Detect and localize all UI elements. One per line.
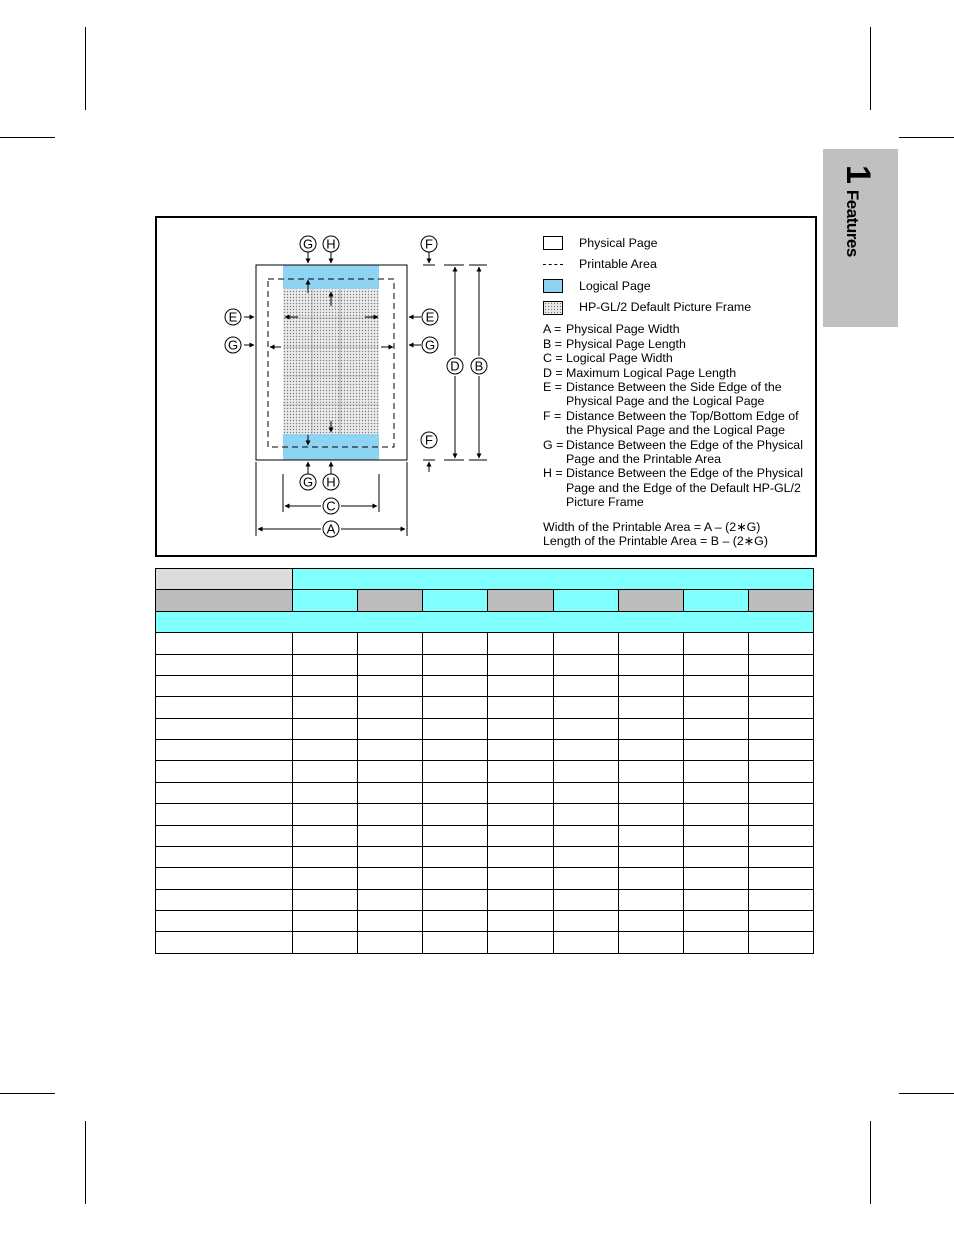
crop-mark [85,27,86,110]
table-cell [748,718,813,739]
table-cell [748,911,813,932]
table-header-cell [293,569,814,590]
definition-key: E = [543,380,562,394]
table-cell [423,761,488,782]
f-dimension [423,265,435,460]
table-cell [683,782,748,803]
table-cell [553,932,618,954]
legend-label: Printable Area [579,257,657,272]
table-cell [358,911,423,932]
table-cell [156,675,293,696]
table-row [156,846,814,867]
definition-key: B = [543,336,562,351]
table-cell [618,782,683,803]
legend-label: HP-GL/2 Default Picture Frame [579,300,752,315]
table-cell [423,889,488,910]
table-cell [423,932,488,954]
table-row [156,868,814,889]
table-cell [683,825,748,846]
table-cell [748,633,813,654]
table-cell [358,782,423,803]
definition-item [543,380,811,409]
printable-area-swatch [543,257,563,271]
definition-text: Logical Page Width [566,351,673,366]
definition-key: G = [543,437,564,452]
definition-key: F = [543,408,562,423]
table-cell [553,761,618,782]
table-cell [488,761,553,782]
definition-text: Distance Between the Edge of the Physical Page and the Printable Area [566,437,803,467]
table-subheader-cell [423,590,488,611]
table-cell [748,804,813,825]
table-cell [748,932,813,954]
chapter-tab [823,149,898,327]
table-cell [683,889,748,910]
definition-item [543,366,811,380]
table-subheader-cell [358,590,423,611]
table-cell [358,633,423,654]
definition-text: Physical Page Width [566,322,680,337]
table-cell [488,932,553,954]
definition-text: Maximum Logical Page Length [566,365,737,380]
table-cell [423,740,488,761]
table-cell [293,654,358,675]
table-corner-cell [156,569,293,590]
legend-item-logical-page [543,275,811,297]
table-cell [618,633,683,654]
table-cell [683,718,748,739]
table-cell [748,868,813,889]
table-cell [156,697,293,718]
table-cell [358,846,423,867]
table-cell [293,633,358,654]
table-cell [683,761,748,782]
callout-label: E [228,309,238,325]
table-cell [156,761,293,782]
table-cell [358,718,423,739]
table-cell [488,804,553,825]
crop-mark [899,137,954,138]
callout-label: B [474,358,484,374]
table-cell [156,825,293,846]
table-row [156,675,814,696]
table-cell [748,675,813,696]
table-cell [293,718,358,739]
table-cell [423,825,488,846]
callout-label: F [425,432,433,448]
table-cell [293,675,358,696]
table-cell [423,633,488,654]
crop-mark [870,27,871,110]
definition-item [543,322,811,336]
table-cell [488,697,553,718]
table-cell [293,761,358,782]
table-cell [423,868,488,889]
crop-mark [0,137,55,138]
table-cell [488,782,553,803]
table-cell [358,868,423,889]
table-cell [293,889,358,910]
definition-item [543,466,811,509]
table-cell [553,846,618,867]
table-cell [618,740,683,761]
table-cell [293,846,358,867]
table-cell [748,782,813,803]
table-cell [488,675,553,696]
table-cell [553,675,618,696]
table-cell [683,804,748,825]
table-cell [423,911,488,932]
table-cell [618,889,683,910]
table-row [156,740,814,761]
picture-frame-swatch [543,301,563,315]
definition-item [543,337,811,351]
chapter-title: Features [843,189,862,257]
table-cell [358,697,423,718]
table-cell [358,889,423,910]
chapter-number: 1 [839,165,877,184]
table-row [156,804,814,825]
table-cell [293,740,358,761]
table-subheader-cell [683,590,748,611]
table-subheader-cell [553,590,618,611]
table-cell [293,932,358,954]
definition-text: Distance Between the Side Edge of the Physical Page and the Logical Page [566,380,782,409]
definition-key: A = [543,322,562,337]
table-cell [553,697,618,718]
table-cell [423,846,488,867]
table-cell [488,911,553,932]
table-section-cell [156,611,814,632]
table-cell [683,932,748,954]
table-cell [488,868,553,889]
table-row [156,911,814,932]
callout-label: F [425,236,433,252]
table-cell [293,911,358,932]
table-row [156,889,814,910]
table-cell [358,932,423,954]
table-cell [748,697,813,718]
table-cell [553,654,618,675]
table-cell [618,911,683,932]
table-row [156,718,814,739]
table-cell [156,740,293,761]
legend-label: Logical Page [579,278,651,293]
legend-item-physical-page [543,232,811,254]
table-cell [748,846,813,867]
table-cell [488,654,553,675]
chapter-tab-text [841,165,875,257]
page-layout-figure [155,216,817,557]
table-cell [488,740,553,761]
table-cell [618,654,683,675]
table-cell [358,761,423,782]
table-row [156,761,814,782]
table-cell [488,889,553,910]
crop-mark [85,1121,86,1204]
table-cell [618,825,683,846]
table-cell [423,804,488,825]
table-cell [683,911,748,932]
table-cell [618,804,683,825]
table-cell [156,718,293,739]
table-subheader-cell [748,590,813,611]
table-cell [683,654,748,675]
table-cell [553,804,618,825]
legend-item-printable-area [543,254,811,276]
physical-page-swatch [543,236,563,250]
figure-legend [543,232,811,548]
table-cell [553,740,618,761]
table-cell [748,654,813,675]
callout-label: H [326,236,336,252]
table-cell [156,633,293,654]
table-cell [618,846,683,867]
callout-label: G [302,474,314,490]
table-cell [156,654,293,675]
table-cell [156,782,293,803]
table-cell [156,868,293,889]
legend-item-picture-frame [543,297,811,319]
table-row [156,932,814,954]
table-cell [358,740,423,761]
table-cell [358,654,423,675]
table-subheader-cell [488,590,553,611]
table-row [156,825,814,846]
table-row [156,633,814,654]
table-cell [156,846,293,867]
table-cell [618,932,683,954]
definition-item [543,438,811,467]
table-cell [683,675,748,696]
table-cell [748,889,813,910]
table-cell [553,889,618,910]
callout-label: D [450,358,460,374]
table-cell [553,633,618,654]
table-cell [553,718,618,739]
definition-key: H = [543,466,563,481]
table-cell [423,782,488,803]
definition-text: Physical Page Length [566,336,686,351]
table-header-row [156,569,814,590]
callout-label: G [302,236,314,252]
table-cell [748,761,813,782]
table-cell [748,740,813,761]
legend-label: Physical Page [579,235,658,250]
page-layout-diagram [157,218,537,555]
table-subheader-cell [618,590,683,611]
table-cell [423,718,488,739]
formulas [543,520,811,549]
table-cell [683,697,748,718]
logical-page-swatch [543,279,563,293]
crop-mark [870,1121,871,1204]
table-row [156,782,814,803]
definition-text: Distance Between the Top/Bottom Edge of the Physical Page and the Logical Page [566,408,799,438]
crop-mark [899,1093,954,1094]
table-cell [488,825,553,846]
table-cell [488,633,553,654]
definition-item [543,409,811,438]
table-cell [553,868,618,889]
table-cell [156,889,293,910]
table-cell [683,740,748,761]
table-cell [423,654,488,675]
table-cell [683,846,748,867]
table-cell [618,675,683,696]
table-cell [423,675,488,696]
printable-length-formula: Length of the Printable Area = B – (2∗G) [543,534,768,549]
table-cell [618,718,683,739]
table-cell [293,697,358,718]
callout-label: E [425,309,435,325]
crop-mark [0,1093,55,1094]
table-cell [553,782,618,803]
table-cell [618,761,683,782]
table-subheader-cell [156,590,293,611]
table-body [156,633,814,954]
table-cell [358,825,423,846]
table-cell [293,804,358,825]
printable-width-formula: Width of the Printable Area = A – (2∗G) [543,519,761,534]
table-cell [358,675,423,696]
table-cell [488,846,553,867]
table-cell [156,911,293,932]
callout-label: C [326,498,336,514]
table-cell [683,868,748,889]
definition-item [543,351,811,365]
table-cell [618,697,683,718]
table-cell [156,804,293,825]
callout-label: H [326,474,336,490]
callout-label: G [227,337,239,353]
table-cell [156,932,293,954]
table-cell [618,868,683,889]
table-cell [423,697,488,718]
table-cell [293,782,358,803]
table-cell [358,804,423,825]
table-cell [553,825,618,846]
definition-key: D = [543,365,563,380]
table-row [156,654,814,675]
definition-key: C = [543,351,563,366]
paper-size-table [155,568,814,954]
table-section-row [156,611,814,632]
table-subheader-row [156,590,814,611]
definition-text: Distance Between the Edge of the Physical Page and the Edge of the Default HP-GL/2 Picture Frame [566,466,803,510]
table-cell [553,911,618,932]
table-cell [293,825,358,846]
table-cell [293,868,358,889]
table-cell [683,633,748,654]
callout-label: G [424,337,436,353]
table-subheader-cell [293,590,358,611]
callout-label: A [326,521,336,537]
picture-frame [283,289,379,434]
table-row [156,697,814,718]
table-cell [748,825,813,846]
definitions-list [543,322,811,509]
table-cell [488,718,553,739]
